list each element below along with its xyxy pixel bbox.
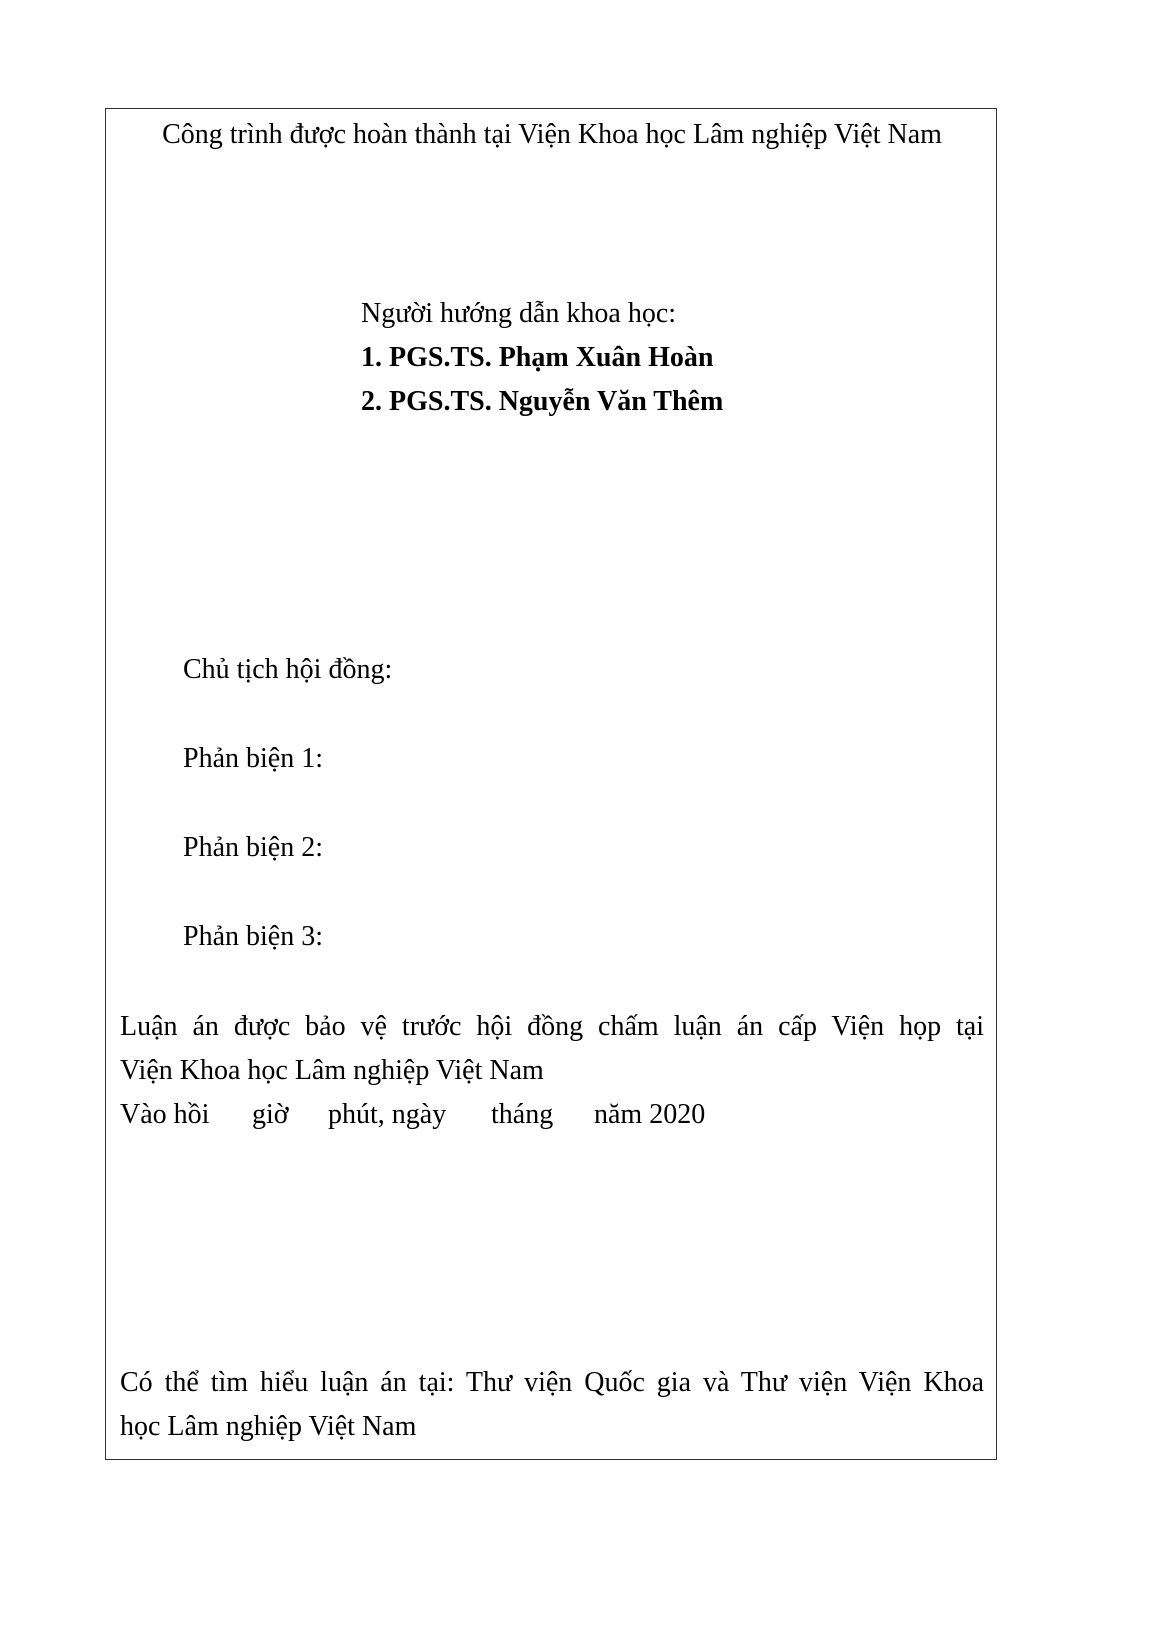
supervisor-1: 1. PGS.TS. Phạm Xuân Hoàn bbox=[361, 342, 714, 373]
defense-time-minute-day: phút, ngày bbox=[328, 1099, 447, 1130]
reviewer-1-label: Phản biện 1: bbox=[183, 743, 323, 774]
defense-time-hour: Vào hồi bbox=[120, 1099, 210, 1130]
defense-line-1: Luận án được bảo vệ trước hội đồng chấm luận án cấp Viện họp tại bbox=[120, 1011, 984, 1042]
defense-time-hour-unit: giờ bbox=[252, 1099, 289, 1130]
library-line-1: Có thể tìm hiểu luận án tại: Thư viện Quốc gia và Thư viện Viện Khoa bbox=[120, 1367, 984, 1398]
defense-time-year: năm 2020 bbox=[594, 1099, 706, 1130]
defense-time-month: tháng bbox=[491, 1099, 554, 1130]
reviewer-3-label: Phản biện 3: bbox=[183, 921, 323, 952]
supervisor-2: 2. PGS.TS. Nguyễn Văn Thêm bbox=[361, 386, 724, 417]
library-line-2: học Lâm nghiệp Việt Nam bbox=[120, 1411, 417, 1442]
defense-line-2: Viện Khoa học Lâm nghiệp Việt Nam bbox=[120, 1055, 544, 1086]
supervisor-label: Người hướng dẫn khoa học: bbox=[361, 298, 677, 329]
committee-chair-label: Chủ tịch hội đồng: bbox=[183, 654, 393, 685]
reviewer-2-label: Phản biện 2: bbox=[183, 832, 323, 863]
institution-header: Công trình được hoàn thành tại Viện Khoa học Lâm nghiệp Việt Nam bbox=[162, 119, 942, 150]
